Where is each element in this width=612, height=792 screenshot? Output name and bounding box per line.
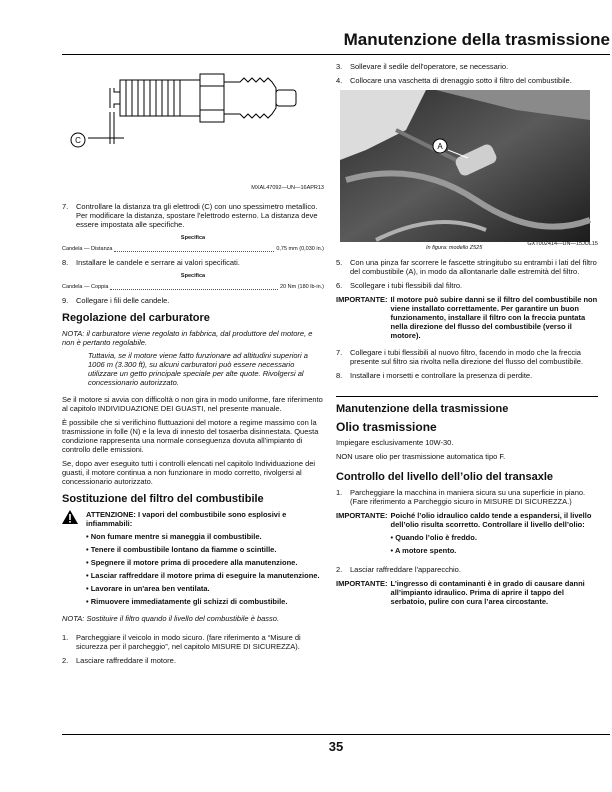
important-label: IMPORTANTE: xyxy=(336,579,388,588)
spec-heading: Specifica xyxy=(180,273,206,279)
carb-para-2: È possibile che si verifichino fluttuazioni del motore a regime massimo con la trasmissione in folle (N) e la leva di innesto del tosaerba disinnestata. Questa condizione rappresenta una normale conseguenza dovuta all'impianto di controllo delle emissioni. xyxy=(62,418,319,454)
right-column xyxy=(336,62,598,610)
figure-caption: MXAL47092—UN—16APR13 xyxy=(251,185,324,191)
step-text: Lasciar raffreddare l'apparecchio. xyxy=(350,565,461,574)
important-note-2 xyxy=(336,511,598,555)
step-number: 2. xyxy=(336,565,343,574)
spec-leader xyxy=(110,283,277,290)
step-number: 5. xyxy=(336,258,343,267)
warning-bullet: • Lasciar raffreddare il motore prima di eseguire la manutenzione. xyxy=(86,571,320,580)
section-heading-oil-level: Controllo del livello dell’olio del transaxle xyxy=(336,471,553,483)
spec-torque xyxy=(62,283,324,292)
spark-plug-figure xyxy=(62,62,324,191)
step-text: Parcheggiare la macchina in maniera sicura su una superficie in piano. (Fare riferimento a Parcheggio sicuro in MISURE DI SICUREZZA.) xyxy=(350,488,586,506)
step-7 xyxy=(336,348,598,366)
step-text: Installare i morsetti e controllare la presenza di perdite. xyxy=(350,371,533,380)
step-number: 7. xyxy=(62,202,69,211)
footer-rule xyxy=(62,734,610,735)
spec-heading: Specifica xyxy=(180,235,206,241)
step-text: Lasciare raffreddare il motore. xyxy=(76,656,176,665)
step-text: Installare le candele e serrare ai valori specificati. xyxy=(76,258,240,267)
step-number: 9. xyxy=(62,296,69,305)
step-8 xyxy=(336,371,598,380)
step-7 xyxy=(62,202,324,229)
step-number: 1. xyxy=(336,488,343,497)
spec-value: 20 Nm (180 lb-in.) xyxy=(279,284,324,290)
section-separator xyxy=(336,396,598,397)
step-text: Sollevare il sedile dell'operatore, se necessario. xyxy=(350,62,509,71)
page-number: 35 xyxy=(328,739,344,754)
step-number: 4. xyxy=(336,76,343,85)
spec-value: 0,75 mm (0,030 in.) xyxy=(276,246,324,252)
warning-triangle-icon xyxy=(62,510,86,606)
figure-model: In figura: modello Z525 xyxy=(426,245,483,251)
important-note-1 xyxy=(336,295,598,340)
step-number: 7. xyxy=(336,348,343,357)
warning-bullet: • Rimuovere immediatamente gli schizzi di combustibile. xyxy=(86,597,288,606)
step-number: 8. xyxy=(62,258,69,267)
page-header xyxy=(62,30,610,58)
section-heading-fuel-filter: Sostituzione del filtro del combustibile xyxy=(62,493,264,505)
step-4 xyxy=(336,76,598,85)
step-2 xyxy=(62,656,324,665)
spec-gap xyxy=(62,245,324,254)
step-number: 8. xyxy=(336,371,343,380)
important-note-3 xyxy=(336,579,598,606)
oil-para-2: NON usare olio per trasmissione automatica tipo F. xyxy=(336,452,506,461)
spec-key: Candela — Coppia xyxy=(62,284,109,290)
step-text: Collocare una vaschetta di drenaggio sotto il filtro del combustibile. xyxy=(350,76,572,85)
important-text: Poiché l’olio idraulico caldo tende a espandersi, il livello dell’olio risulta scorretto. Controllare il livello dell’olio: xyxy=(390,511,592,529)
carb-para-1: Se il motore si avvia con difficoltà o non gira in modo uniforme, fare riferimento al capitolo INDIVIDUAZIONE DEI GUASTI, nel presente manuale. xyxy=(62,395,323,413)
spec-leader xyxy=(114,245,274,252)
step-text: Collegare i tubi flessibili al nuovo filtro, facendo in modo che la freccia presente sul filtro sia rivolta nella direzione del flusso del combustibile. xyxy=(350,348,584,366)
warning-bullet: • Tenere il combustibile lontano da fiamme o scintille. xyxy=(86,545,277,554)
step-5 xyxy=(336,258,598,276)
step-3 xyxy=(336,62,598,71)
important-text: Il motore può subire danni se il filtro del combustibile non viene installato correttamente. Per garantire un buon funzionamento, installare il filtro con la freccia puntata nella direzione del flusso del combustibile (verso il motore). xyxy=(390,295,598,340)
callout-a: A xyxy=(437,142,443,151)
page-footer xyxy=(62,734,610,754)
left-column xyxy=(62,62,324,670)
section-heading-transmission: Manutenzione della trasmissione xyxy=(336,403,509,415)
important-bullet: • A motore spento. xyxy=(390,546,457,555)
spec-key: Candela — Distanza xyxy=(62,246,113,252)
page-title: Manutenzione della trasmissione xyxy=(343,30,610,49)
carb-note-detail: Tuttavia, se il motore viene fatto funzionare ad altitudini superiori a 1006 m (3.300 ft), su alcuni carburatori può essere necessario utilizzare un getto principale speciale per alte quote. Rivolgersi al concessionario autorizzato. xyxy=(88,351,308,387)
fuel-filter-photo-image xyxy=(336,90,598,250)
step-1 xyxy=(62,633,324,651)
callout-c: C xyxy=(75,136,81,145)
level-step-1 xyxy=(336,488,598,506)
oil-para-1: Impiegare esclusivamente 10W-30. xyxy=(336,438,454,447)
carb-para-3: Se, dopo aver eseguito tutti i controlli elencati nel capitolo Individuazione dei guasti, il motore continua a non funzionare in modo corretto, rivolgersi al concessionario autorizzato. xyxy=(62,459,316,486)
step-text: Collegare i fili delle candele. xyxy=(76,296,170,305)
section-heading-transmission-oil: Olio trasmissione xyxy=(336,420,437,434)
step-9 xyxy=(62,296,324,305)
spark-plug-illustration xyxy=(62,62,324,184)
warning-bullet: • Spegnere il motore prima di procedere alla manutenzione. xyxy=(86,558,298,567)
figure-caption: GXT002414—UN—15JUL15 xyxy=(527,241,598,247)
fuel-filter-photo xyxy=(336,90,598,258)
warning-bullet: • Non fumare mentre si maneggia il combustibile. xyxy=(86,532,262,541)
carb-note: NOTA: il carburatore viene regolato in fabbrica, dal produttore del motore, e non è pertanto regolabile. xyxy=(62,329,313,347)
section-heading-carburetor: Regolazione del carburatore xyxy=(62,312,210,324)
level-step-2 xyxy=(336,565,598,574)
step-8 xyxy=(62,258,324,267)
warning-bullet: • Lavorare in un'area ben ventilata. xyxy=(86,584,210,593)
step-text: Scollegare i tubi flessibili dal filtro. xyxy=(350,281,463,290)
important-label: IMPORTANTE: xyxy=(336,511,388,520)
warning-box xyxy=(62,510,324,606)
filter-note: NOTA: Sostituire il filtro quando il livello del combustibile è basso. xyxy=(62,614,280,623)
step-6 xyxy=(336,281,598,290)
warning-heading: ATTENZIONE: I vapori del combustibile sono esplosivi e infiammabili: xyxy=(86,510,287,528)
important-bullet: • Quando l’olio è freddo. xyxy=(390,533,477,542)
step-text: Controllare la distanza tra gli elettrodi (C) con uno spessimetro metallico. Per modificare la distanza, spostare l'elettrodo esterno. La distanza deve essere impostata alle specifiche. xyxy=(76,202,318,229)
step-number: 1. xyxy=(62,633,69,642)
step-number: 3. xyxy=(336,62,343,71)
step-text: Con una pinza far scorrere le fascette stringitubo su entrambi i lati del filtro del combustibile (A), in modo da allontanarle dalle estremità del filtro. xyxy=(350,258,597,276)
important-text: L’ingresso di contaminanti è in grado di causare danni all’impianto idraulico. Prima di aprire il tappo del serbatoio, pulire con cura l’area circostante. xyxy=(390,579,585,606)
step-text: Parcheggiare il veicolo in modo sicuro. (fare riferimento a “Misure di sicurezza per il parcheggio”, nel capitolo MISURE DI SICUREZZA). xyxy=(76,633,301,651)
header-rule xyxy=(62,54,610,55)
step-number: 6. xyxy=(336,281,343,290)
step-number: 2. xyxy=(62,656,69,665)
important-label: IMPORTANTE: xyxy=(336,295,388,304)
